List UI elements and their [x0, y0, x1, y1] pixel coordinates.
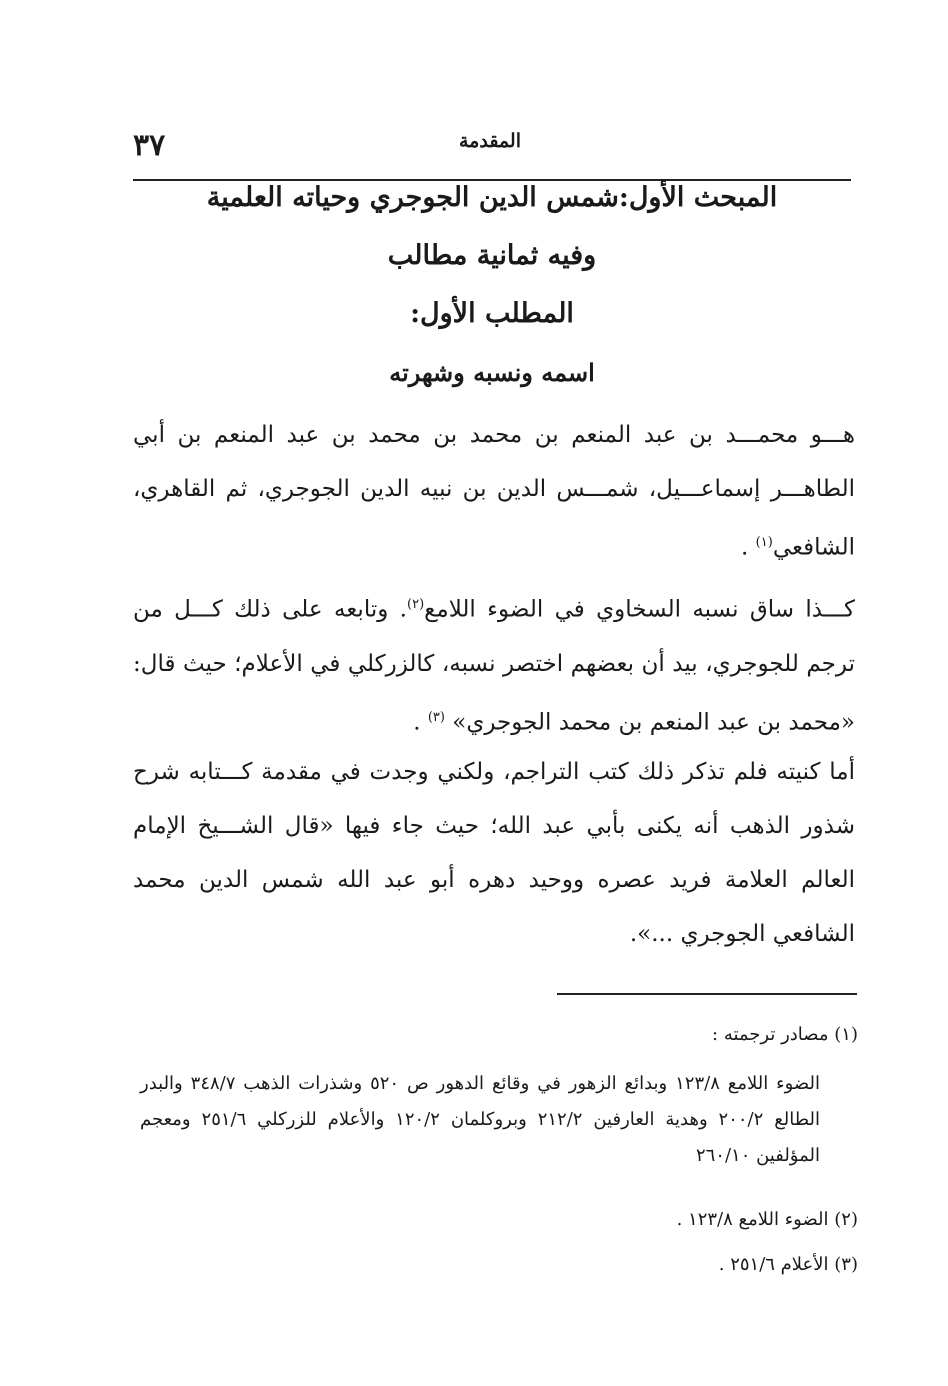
footnote-ref-2: (٢): [407, 597, 425, 612]
footnote-ref-1: (١): [755, 535, 773, 550]
chapter-subtitle: وفيه ثمانية مطالب: [387, 240, 597, 271]
running-header: [133, 128, 851, 180]
paragraph-end: .: [741, 534, 756, 561]
paragraph-name-lineage: [133, 408, 855, 575]
chapter-heading: المبحث الأول:شمس الدين الجوجري وحياته العلمية: [206, 182, 778, 213]
footnote-1-label: (١) مصادر ترجمته :: [712, 1024, 858, 1045]
section-heading: المطلب الأول:: [410, 298, 574, 329]
footnote-1-body: الضوء اللامع ١٢٣/٨ وبدائع الزهور في وقائع الدهور ص ٥٢٠ وشذرات الذهب ٣٤٨/٧ والبدر الطالع ٢٠٠/٢ وهدية العارفين ٢١٢/٢ وبروكلمان ١٢٠/٢ والأعلام للزركلي ٢٥١/٦ ومعجم المؤلفين ٢٦٠/١٠: [140, 1073, 820, 1166]
paragraph-text: هـــو محمـــد بن عبد المنعم بن محمد بن محمد بن عبد المنعم بن أبي الطاهـــر إسماعـــيل، شمـــس الدين بن نبيه الدين الجوجري، ثم القاهري، الشافعي: [133, 422, 855, 561]
paragraph-sources: [133, 578, 855, 749]
footnote-2: (٢) الضوء اللامع ١٢٣/٨ .: [676, 1209, 858, 1230]
section-title: اسمه ونسبه وشهرته: [389, 358, 595, 387]
paragraph-text: كـــذا ساق نسبه السخاوي في الضوء اللامع: [424, 596, 855, 623]
footnote-ref-3: (٣): [427, 709, 445, 725]
paragraph-text: . وتابعه على ذلك كـــل من ترجم للجوجري، بيد أن بعضهم اختصر نسبه، كالزركلي في الأعلام؛ حيث قال: «محمد بن عبد المنعم بن محمد الجوجري»: [133, 596, 855, 736]
paragraph-kunya: أما كنيته فلم تذكر ذلك كتب التراجم، ولكني وجدت في مقدمة كـــتابه شرح شذور الذهب أنه يكنى بأبي عبد الله؛ حيث جاء فيها «قال الشـــيخ الإمام العالم العلامة فريد عصره ووحيد دهره أبو عبد الله شمس الدين محمد الشافعي الجوجري ...».: [133, 759, 855, 947]
footnote-rule: [557, 993, 857, 995]
header-rule: [133, 179, 851, 181]
page-number: ٣٧: [133, 128, 166, 163]
running-header-title: المقدمة: [458, 130, 521, 152]
paragraph-end: .: [413, 709, 428, 736]
footnote-3: (٣) الأعلام ٢٥١/٦ .: [718, 1254, 858, 1275]
